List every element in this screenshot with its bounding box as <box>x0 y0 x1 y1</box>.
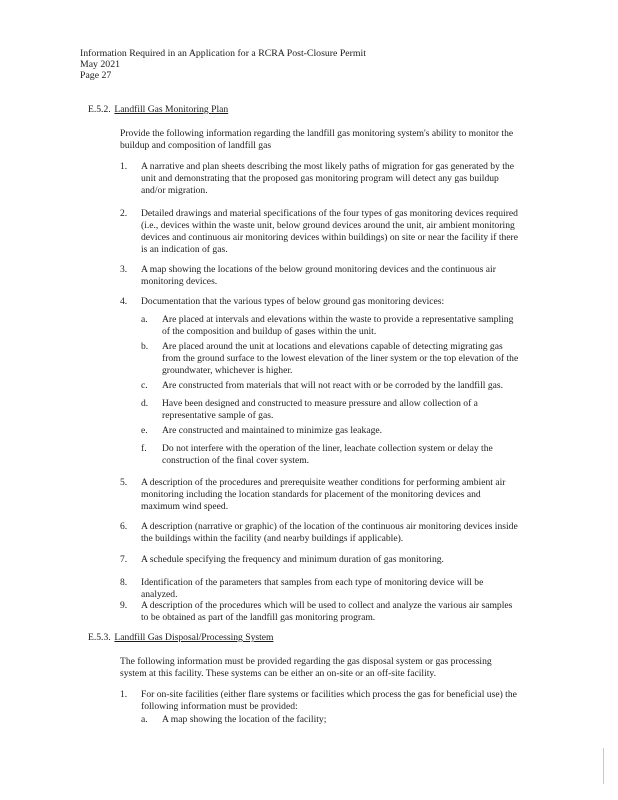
list-item-text: Identification of the parameters that samples from each type of monitoring device will be analyzed. <box>141 577 484 600</box>
list-item-text: A schedule specifying the frequency and minimum duration of gas monitoring. <box>141 554 444 565</box>
list-item-number: 3. <box>120 264 128 275</box>
list-item-number: 1. <box>120 689 128 700</box>
list-item <box>120 161 520 197</box>
sub-item-letter: a. <box>141 714 148 725</box>
list-item-number: 8. <box>120 577 128 588</box>
section-intro-e53: The following information must be provided regarding the gas disposal system or gas processing system at this facility. These systems can be either an on-site or an off-site facility. <box>120 656 492 679</box>
list-item <box>120 577 520 601</box>
sub-list-item <box>141 443 521 467</box>
list-item-number: 1. <box>120 161 128 172</box>
header-page-number: Page 27 <box>80 70 112 81</box>
sub-item-text: A map showing the location of the facility; <box>162 714 327 725</box>
sub-list-item <box>141 380 521 392</box>
sub-list-item <box>141 314 521 338</box>
list-item <box>120 689 520 713</box>
sub-list-item <box>141 398 521 422</box>
sub-item-text: Have been designed and constructed to measure pressure and allow collection of a representative sample of gas. <box>162 398 478 421</box>
section-number: E.5.3. <box>88 632 111 643</box>
sub-item-text: Are constructed from materials that will not react with or be corroded by the landfill gas. <box>162 380 503 391</box>
header-date: May 2021 <box>80 59 121 70</box>
section-heading-e53 <box>88 632 274 644</box>
list-item-text: A description of the procedures and prerequisite weather conditions for performing ambient air monitoring including the location standards for placement of the monitoring devices and maximum wind speed. <box>141 477 506 512</box>
list-item-text: Documentation that the various types of below ground gas monitoring devices: <box>141 296 445 307</box>
list-item <box>120 477 520 513</box>
sub-item-letter: b. <box>141 341 149 352</box>
list-item-text: Detailed drawings and material specifications of the four types of gas monitoring devices required (i.e., devices within the waste unit, below ground devices around the unit, air ambient monitoring devices and continuous air monitoring devices within buildings) on site or near the facility if there is an indication of gas. <box>141 208 518 255</box>
sub-item-letter: f. <box>141 443 147 454</box>
list-item-text: For on-site facilities (either flare systems or facilities which process the gas for beneficial use) the following information must be provided: <box>141 689 517 712</box>
list-item-text: A map showing the locations of the below ground monitoring devices and the continuous air monitoring devices. <box>141 264 496 287</box>
list-item-number: 5. <box>120 477 128 488</box>
sub-item-text: Are placed at intervals and elevations within the waste to provide a representative sampling of the composition and buildup of gases within the unit. <box>162 314 514 337</box>
sub-list-item <box>141 425 521 437</box>
section-number: E.5.2. <box>88 104 111 115</box>
sub-item-text: Do not interfere with the operation of the liner, leachate collection system or delay the construction of the final cover system. <box>162 443 493 466</box>
list-item-text: A description of the procedures which will be used to collect and analyze the various air samples to be obtained as part of the landfill gas monitoring program. <box>141 600 513 623</box>
sub-item-letter: e. <box>141 425 148 436</box>
page-header <box>80 48 366 81</box>
sub-list-item <box>141 341 521 377</box>
sub-item-text: Are constructed and maintained to minimize gas leakage. <box>162 425 383 436</box>
list-item-number: 9. <box>120 600 128 611</box>
list-item-number: 2. <box>120 208 128 219</box>
list-item-number: 6. <box>120 521 128 532</box>
section-title: Landfill Gas Monitoring Plan <box>114 104 229 115</box>
list-item-number: 7. <box>120 554 128 565</box>
list-item <box>120 264 520 288</box>
sub-item-letter: c. <box>141 380 148 391</box>
section-title: Landfill Gas Disposal/Processing System <box>114 632 274 643</box>
section-intro-e52: Provide the following information regarding the landfill gas monitoring system's ability to monitor the buildup and composition of landfill gas <box>120 128 514 151</box>
sub-item-letter: d. <box>141 398 149 409</box>
list-item <box>120 554 520 566</box>
list-item-text: A description (narrative or graphic) of the location of the continuous air monitoring devices inside the buildings within the facility (and nearby buildings if applicable). <box>141 521 518 544</box>
section-heading-e52 <box>88 104 228 116</box>
list-item-number: 4. <box>120 296 128 307</box>
list-item <box>120 521 520 545</box>
list-item <box>120 600 520 624</box>
list-item <box>120 208 520 256</box>
sub-item-letter: a. <box>141 314 148 325</box>
scan-artifact-line <box>603 748 604 784</box>
list-item <box>120 296 520 308</box>
sub-list-item <box>141 714 521 726</box>
sub-item-text: Are placed around the unit at locations and elevations capable of detecting migrating gas from the ground surface to the lowest elevation of the liner system or the top elevation of the groundwater, whichever is higher. <box>162 341 519 376</box>
header-title: Information Required in an Application for a RCRA Post-Closure Permit <box>80 48 366 59</box>
list-item-text: A narrative and plan sheets describing the most likely paths of migration for gas generated by the unit and demonstrating that the proposed gas monitoring program will detect any gas buildup and/or migration. <box>141 161 514 196</box>
